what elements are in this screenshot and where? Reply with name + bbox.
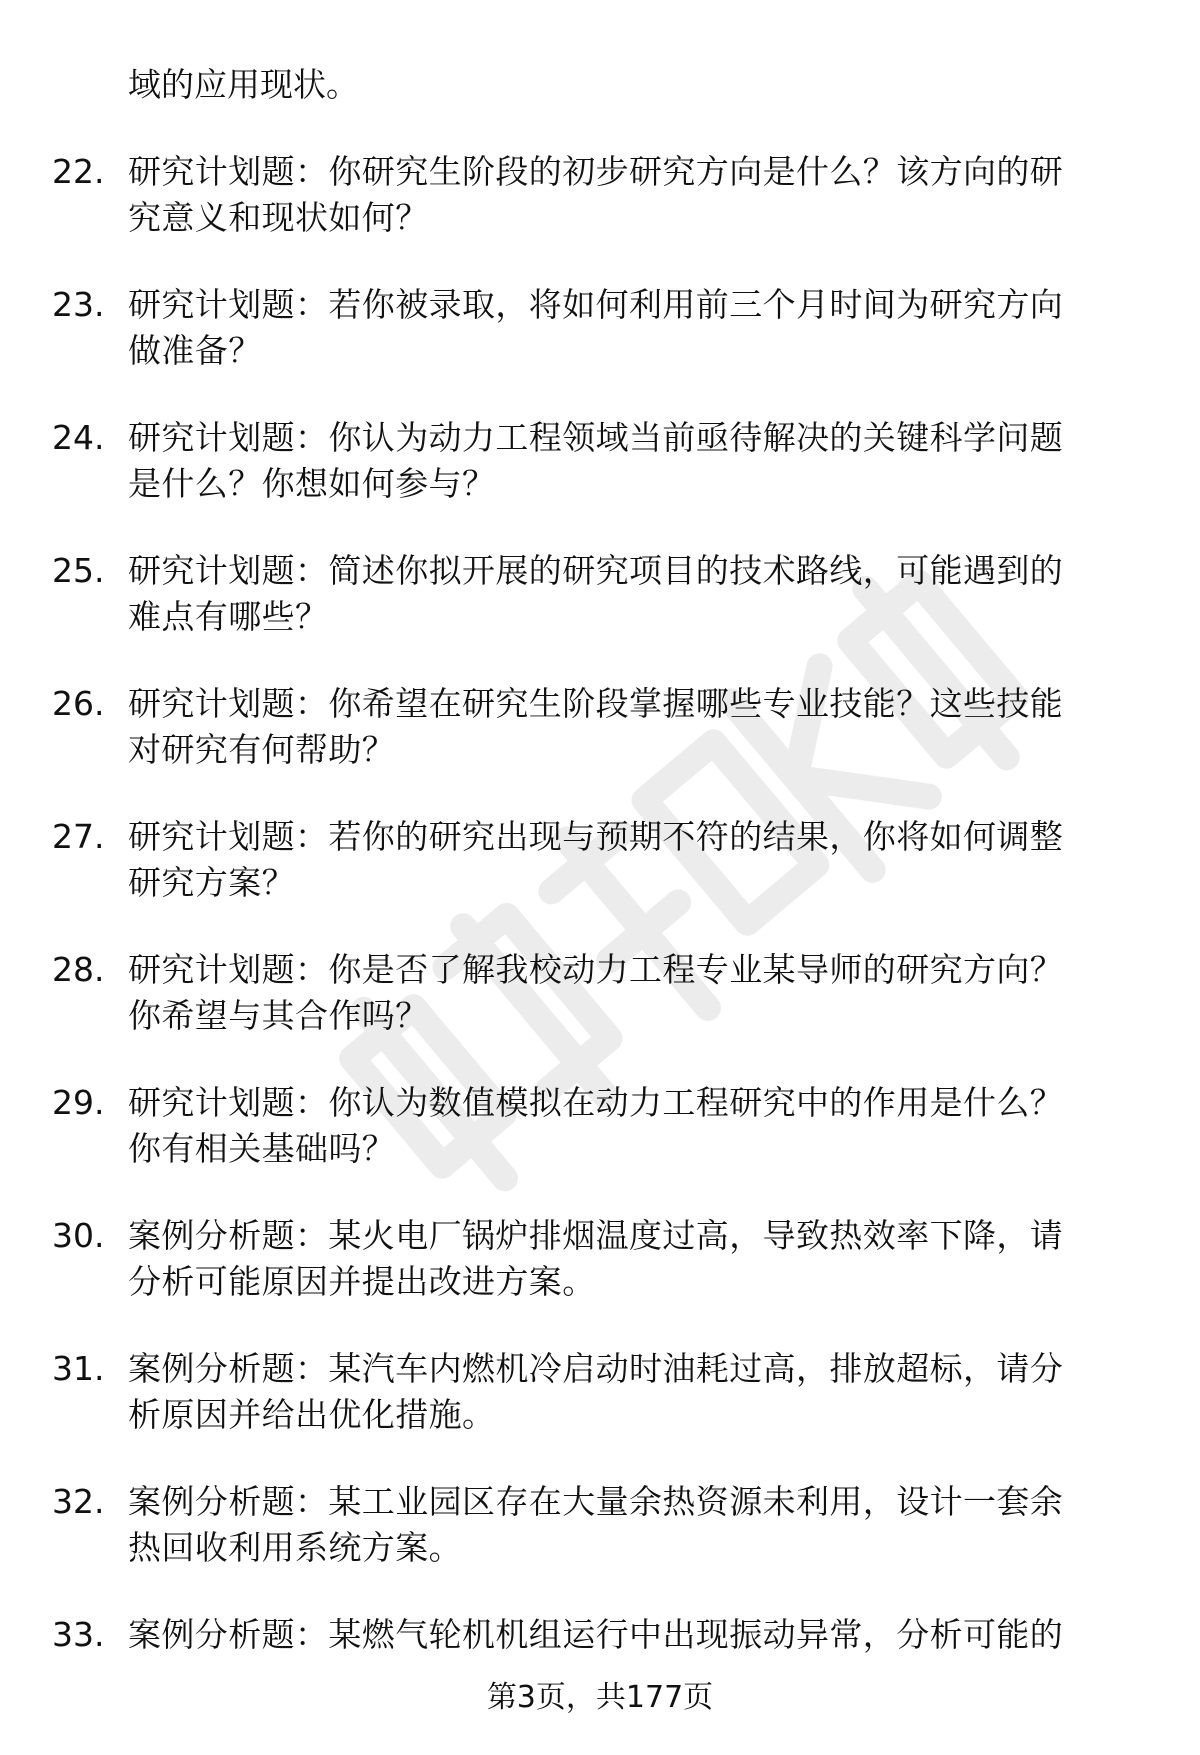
item-number: 27. [52, 817, 105, 856]
item-text-line: 析原因并给出优化措施。 [128, 1395, 496, 1434]
item-number: 33. [52, 1615, 105, 1654]
item-number: 31. [52, 1349, 105, 1388]
list-item [0, 548, 1200, 640]
item-text-line: 研究计划题：若你的研究出现与预期不符的结果，你将如何调整 [128, 817, 1064, 856]
list-item [0, 1479, 1200, 1571]
list-item [0, 415, 1200, 507]
list-item [0, 1080, 1200, 1172]
item-text-line: 案例分析题：某火电厂锅炉排烟温度过高，导致热效率下降，请 [128, 1216, 1064, 1255]
item-text-line: 你希望与其合作吗？ [128, 996, 429, 1035]
item-text-line: 究意义和现状如何？ [128, 198, 429, 237]
item-number: 22. [52, 152, 105, 191]
item-text-line: 案例分析题：某汽车内燃机冷启动时油耗过高，排放超标，请分 [128, 1349, 1064, 1388]
item-text-line: 做准备？ [128, 331, 262, 370]
item-text-line: 研究计划题：若你被录取，将如何利用前三个月时间为研究方向 [128, 285, 1064, 324]
item-text-line: 案例分析题：某燃气轮机机组运行中出现振动异常，分析可能的 [128, 1615, 1064, 1654]
item-text-line: 研究方案？ [128, 863, 295, 902]
item-number: 24. [52, 418, 105, 457]
item-text-line: 研究计划题：简述你拟开展的研究项目的技术路线，可能遇到的 [128, 551, 1064, 590]
item-text-line: 研究计划题：你研究生阶段的初步研究方向是什么？该方向的研 [128, 152, 1064, 191]
item-number: 32. [52, 1482, 105, 1521]
list-item [0, 1213, 1200, 1305]
item-number: 30. [52, 1216, 105, 1255]
item-text-line: 难点有哪些？ [128, 597, 329, 636]
item-text-line: 案例分析题：某工业园区存在大量余热资源未利用，设计一套余 [128, 1482, 1064, 1521]
list-item [0, 681, 1200, 773]
list-item [0, 947, 1200, 1039]
page-footer: 第3页，共177页 [486, 1680, 714, 1715]
document-content [0, 62, 1200, 1704]
item-number: 25. [52, 551, 105, 590]
item-text-line: 热回收利用系统方案。 [128, 1528, 462, 1567]
item-number: 23. [52, 285, 105, 324]
list-item [0, 1346, 1200, 1438]
item-text-line: 研究计划题：你希望在研究生阶段掌握哪些专业技能？这些技能 [128, 684, 1064, 723]
item-text-line: 研究计划题：你认为动力工程领域当前亟待解决的关键科学问题 [128, 418, 1064, 457]
item-text-line: 研究计划题：你是否了解我校动力工程专业某导师的研究方向？ [128, 950, 1064, 989]
list-item [0, 282, 1200, 374]
item-text-line: 你有相关基础吗？ [128, 1129, 396, 1168]
item-number: 29. [52, 1083, 105, 1122]
item-number: 28. [52, 950, 105, 989]
item-text-line: 研究计划题：你认为数值模拟在动力工程研究中的作用是什么？ [128, 1083, 1064, 1122]
item-number: 26. [52, 684, 105, 723]
item-text-line: 分析可能原因并提出改进方案。 [128, 1262, 596, 1301]
item-text-line: 是什么？你想如何参与？ [128, 464, 496, 503]
list-item [0, 814, 1200, 906]
list-item [0, 149, 1200, 241]
continuation-line: 域的应用现状。 [128, 65, 359, 104]
item-text-line: 对研究有何帮助？ [128, 730, 396, 769]
